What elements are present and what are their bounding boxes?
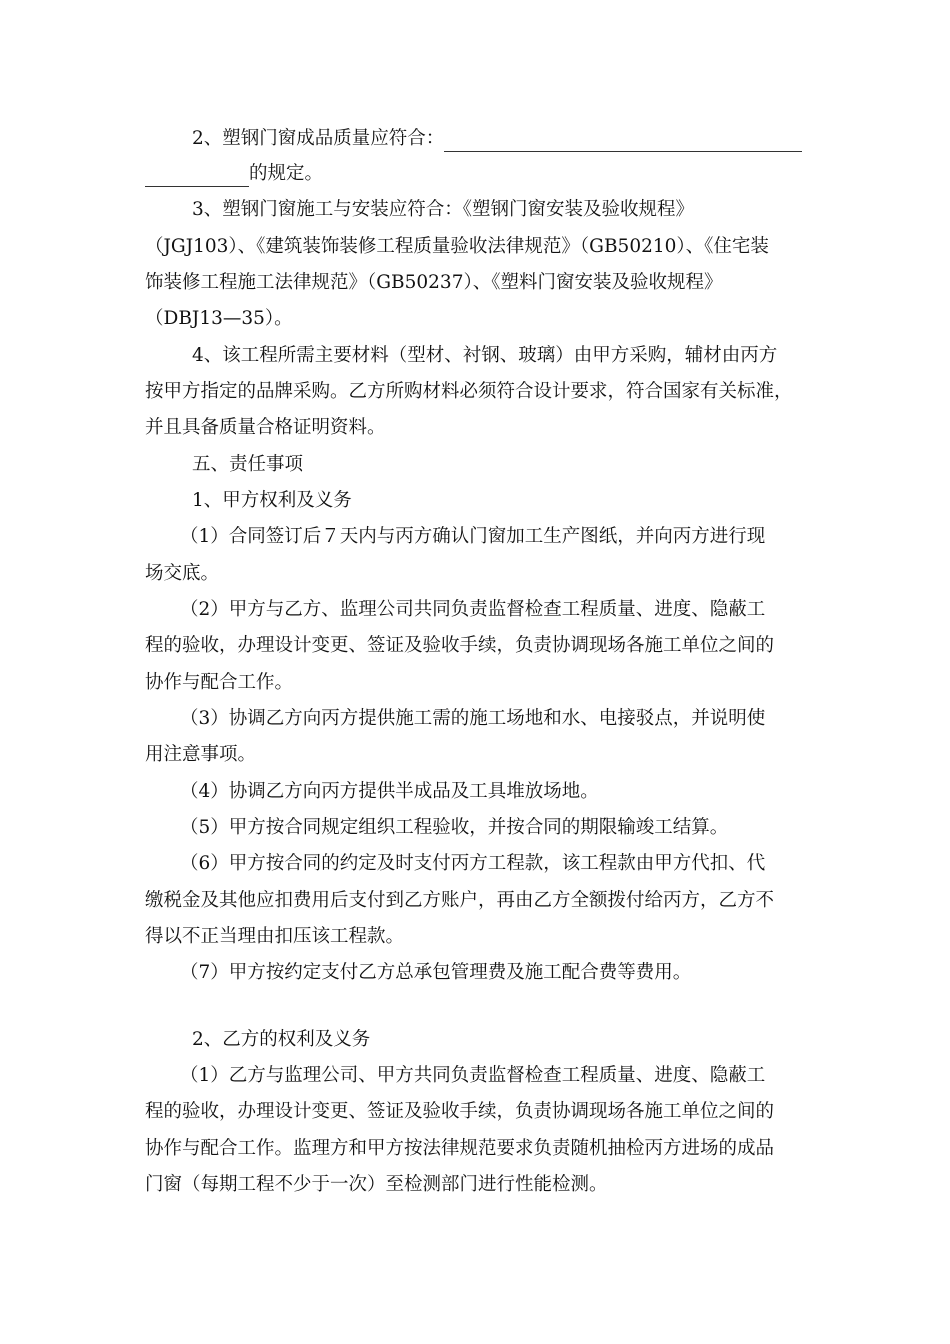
party-a-item-6: 得以不正当理由扣压该工程款。: [145, 926, 405, 947]
party-a-item-5: （5）甲方按合同规定组织工程验收，并按合同的期限输竣工结算。: [180, 817, 729, 838]
fill-in-blank: [145, 166, 249, 187]
party-a-item-6: （6）甲方按合同的约定及时支付丙方工程款，该工程款由甲方代扣、代: [180, 853, 766, 874]
clause-3-line: 3、塑钢门窗施工与安装应符合：《塑钢门窗安装及验收规程》: [192, 199, 695, 220]
clause-2-line-1: [192, 126, 857, 152]
party-a-item-2: 协作与配合工作。: [145, 672, 294, 693]
party-a-item-1: 场交底。: [145, 563, 220, 584]
subsection-heading: 2、乙方的权利及义务: [192, 1029, 371, 1050]
clause-2-text: 2、塑钢门窗成品质量应符合：: [192, 128, 445, 149]
party-a-item-7: （7）甲方按约定支付乙方总承包管理费及施工配合费等费用。: [180, 962, 692, 983]
clause-4-line: 按甲方指定的品牌采购。乙方所购材料必须符合设计要求，符合国家有关标准，: [145, 381, 793, 402]
party-b-item-1: （1）乙方与监理公司、甲方共同负责监督检查工程质量、进度、隐蔽工: [180, 1065, 766, 1086]
party-a-item-3: （3）协调乙方向丙方提供施工需的施工场地和水、电接驳点，并说明使: [180, 708, 766, 729]
party-a-item-2: 程的验收，办理设计变更、签证及验收手续，负责协调现场各施工单位之间的: [145, 635, 775, 656]
clause-3-line: （JGJ103）、《建筑装饰装修工程质量验收法律规范》（GB50210）、《住宅装: [145, 236, 769, 257]
clause-2-suffix: 的规定。: [249, 163, 324, 184]
section-heading: 五、责任事项: [192, 454, 304, 475]
party-a-item-4: （4）协调乙方向丙方提供半成品及工具堆放场地。: [180, 781, 599, 802]
clause-2-line-2: [145, 161, 810, 187]
party-a-item-2: （2）甲方与乙方、监理公司共同负责监督检查工程质量、进度、隐蔽工: [180, 599, 766, 620]
clause-4-line: 4、该工程所需主要材料（型材、衬钢、玻璃）由甲方采购，辅材由丙方: [192, 345, 778, 366]
party-a-item-1: （1）合同签订后７天内与丙方确认门窗加工生产图纸，并向丙方进行现: [180, 526, 766, 547]
clause-3-line: 饰装修工程施工法律规范》（GB50237）、《塑料门窗安装及验收规程》: [145, 272, 723, 293]
subsection-heading: 1、甲方权利及义务: [192, 490, 352, 511]
clause-3-line: （DBJ13—35）。: [145, 308, 293, 329]
party-b-item-1: 门窗（每期工程不少于一次）至检测部门进行性能检测。: [145, 1174, 608, 1195]
party-a-item-6: 缴税金及其他应扣费用后支付到乙方账户，再由乙方全额拨付给丙方，乙方不: [145, 890, 775, 911]
party-a-item-3: 用注意事项。: [145, 744, 257, 765]
party-b-item-1: 协作与配合工作。监理方和甲方按法律规范要求负责随机抽检丙方进场的成品: [145, 1138, 775, 1159]
party-b-item-1: 程的验收，办理设计变更、签证及验收手续，负责协调现场各施工单位之间的: [145, 1101, 775, 1122]
clause-4-line: 并且具备质量合格证明资料。: [145, 417, 386, 438]
fill-in-blank: [444, 131, 802, 152]
